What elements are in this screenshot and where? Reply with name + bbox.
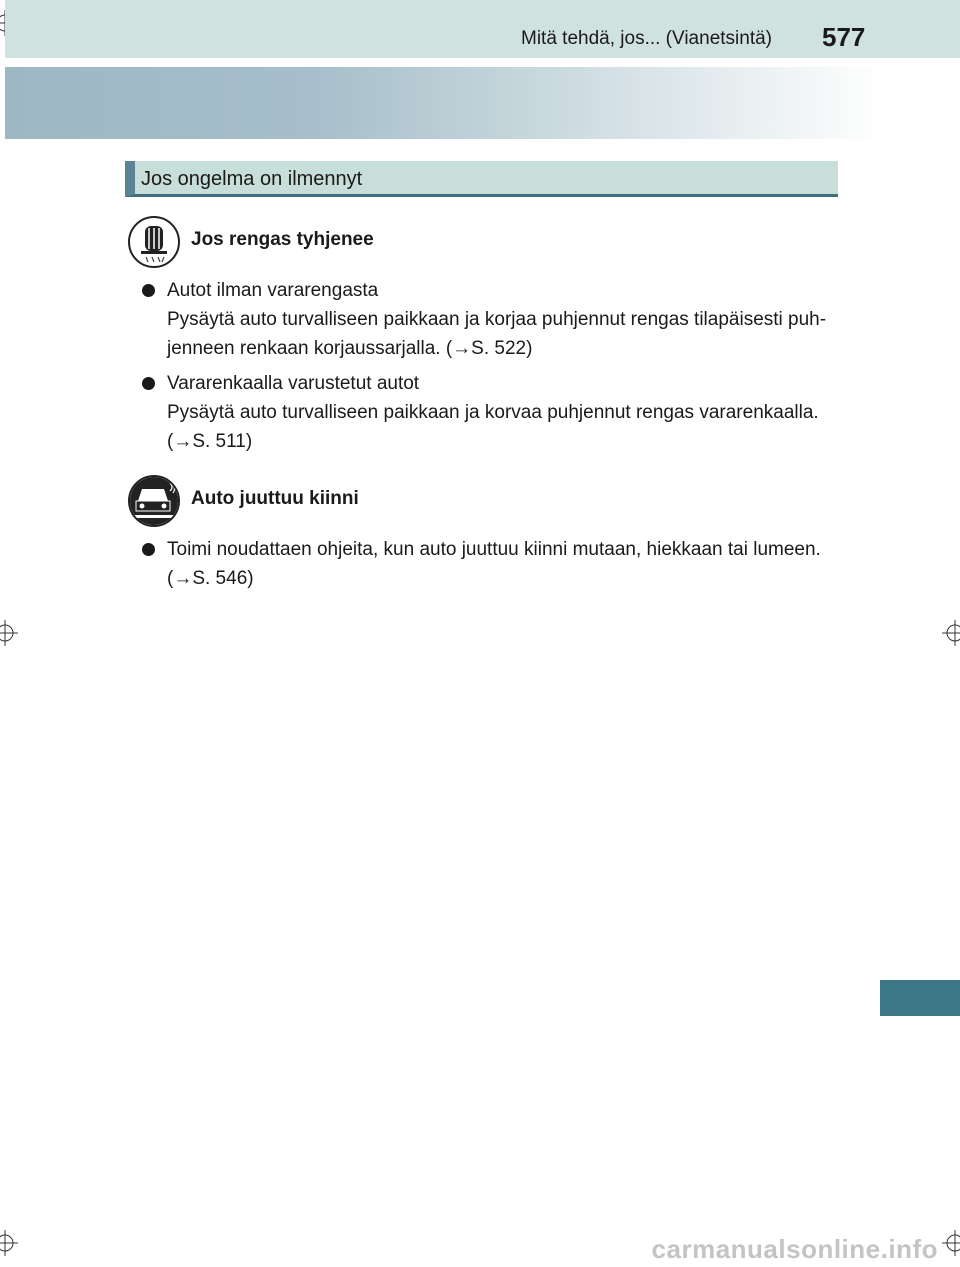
page-header-band	[5, 0, 960, 58]
list-item-text: Pysäytä auto turvalliseen paikkaan ja korjaa puhjennut rengas tilapäisesti puh-	[167, 309, 827, 330]
registration-mark-bottom-right	[942, 1230, 960, 1256]
stuck-car-icon	[128, 475, 180, 527]
list-item-text: Toimi noudattaen ohjeita, kun auto juuttuu kiinni mutaan, hiekkaan tai lumeen.	[167, 539, 821, 560]
list-item-text: jenneen renkaan korjaussarjalla. (→S. 522)	[167, 338, 533, 359]
page-number: 577	[822, 22, 866, 52]
section-header	[125, 161, 838, 197]
stuck-car-heading: Auto juuttuu kiinni	[191, 488, 359, 509]
list-item-text: (→S. 511)	[167, 431, 253, 452]
list-item-text: (→S. 546)	[167, 568, 254, 589]
bullet	[142, 543, 155, 556]
section-title: Jos ongelma on ilmennyt	[141, 168, 363, 190]
flat-tire-icon	[128, 216, 180, 268]
flat-tire-heading: Jos rengas tyhjenee	[191, 229, 374, 250]
bullet	[142, 284, 155, 297]
chapter-title: Mitä tehdä, jos... (Vianetsintä)	[521, 28, 772, 49]
list-item-text: Pysäytä auto turvalliseen paikkaan ja korvaa puhjennut rengas vararenkaalla.	[167, 402, 819, 423]
registration-mark-middle-left	[0, 620, 18, 646]
list-item-title: Autot ilman vararengasta	[167, 280, 379, 301]
decorative-gradient-band	[5, 67, 885, 139]
bullet	[142, 377, 155, 390]
chapter-side-tab	[880, 980, 960, 1016]
list-item-title: Vararenkaalla varustetut autot	[167, 373, 420, 394]
watermark: carmanualsonline.info	[651, 1234, 938, 1264]
registration-mark-middle-right	[942, 620, 960, 646]
registration-mark-bottom-left	[0, 1230, 18, 1256]
